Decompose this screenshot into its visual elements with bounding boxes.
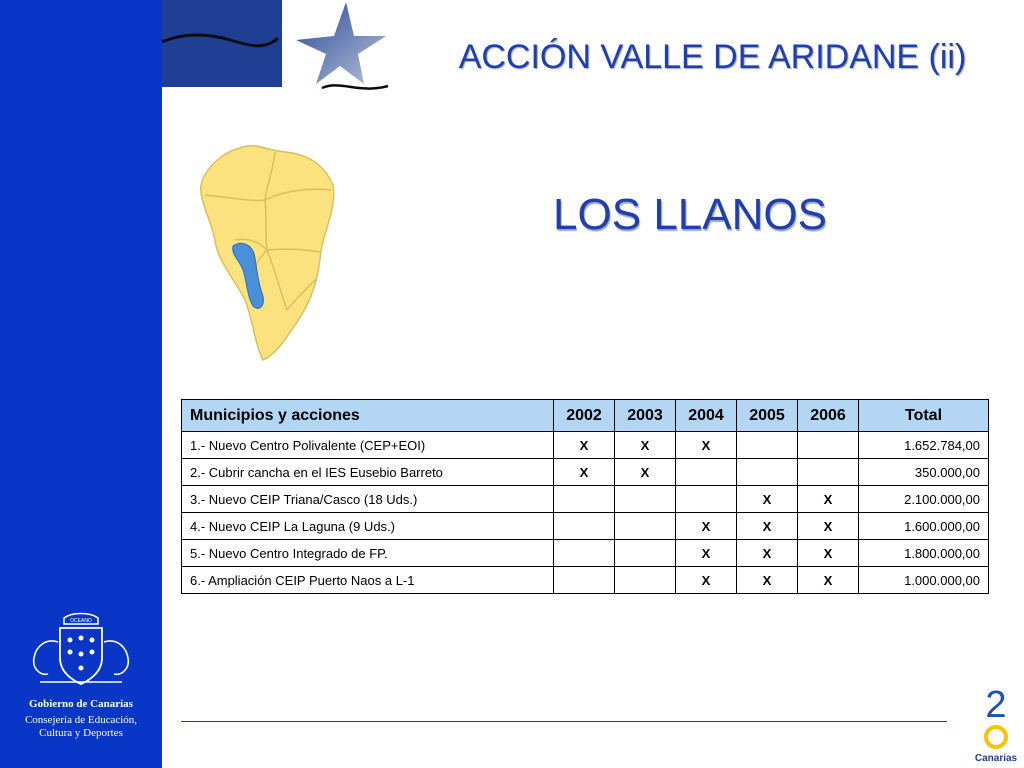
island-map <box>195 140 340 365</box>
year-cell: X <box>676 513 737 540</box>
table-row <box>182 486 989 513</box>
action-name: 4.- Nuevo CEIP La Laguna (9 Uds.) <box>182 513 554 540</box>
year-cell: X <box>737 486 798 513</box>
year-cell <box>554 540 615 567</box>
year-cell: X <box>676 432 737 459</box>
year-cell <box>554 513 615 540</box>
year-cell: X <box>554 432 615 459</box>
year-cell <box>615 567 676 594</box>
year-cell: X <box>737 513 798 540</box>
emblem-motto: OCEANO <box>70 618 92 624</box>
year-cell <box>676 459 737 486</box>
table-row <box>182 567 989 594</box>
table-row <box>182 459 989 486</box>
government-label <box>0 698 162 740</box>
total-cell: 2.100.000,00 <box>859 486 989 513</box>
total-cell: 1.652.784,00 <box>859 432 989 459</box>
table-row <box>182 540 989 567</box>
total-cell: 350.000,00 <box>859 459 989 486</box>
org-name: Gobierno de Canarias <box>29 698 133 710</box>
year-cell: X <box>615 459 676 486</box>
year-cell <box>554 486 615 513</box>
year-cell: X <box>554 459 615 486</box>
action-name: 1.- Nuevo Centro Polivalente (CEP+EOI) <box>182 432 554 459</box>
header-municipios: Municipios y acciones <box>182 400 554 432</box>
year-cell <box>798 459 859 486</box>
total-cell: 1.000.000,00 <box>859 567 989 594</box>
year-cell <box>554 567 615 594</box>
sun-circle-icon <box>983 724 1009 750</box>
action-name: 6.- Ampliación CEIP Puerto Naos a L-1 <box>182 567 554 594</box>
header-2004: 2004 <box>676 400 737 432</box>
year-cell <box>737 432 798 459</box>
year-cell: X <box>737 540 798 567</box>
year-cell <box>798 432 859 459</box>
year-cell: X <box>615 432 676 459</box>
actions-table <box>181 399 989 594</box>
action-name: 3.- Nuevo CEIP Triana/Casco (18 Uds.) <box>182 486 554 513</box>
year-cell: X <box>798 486 859 513</box>
year-cell <box>676 486 737 513</box>
table-header-row <box>182 400 989 432</box>
brand-number: 2 <box>985 684 1007 726</box>
table-row <box>182 432 989 459</box>
dept-line-1: Consejería de Educación, <box>24 714 138 726</box>
brand-text: Canarias <box>974 753 1018 764</box>
year-cell: X <box>676 540 737 567</box>
dept-line-2: Cultura y Deportes <box>39 727 123 739</box>
year-cell: X <box>737 567 798 594</box>
action-name: 2.- Cubrir cancha en el IES Eusebio Barreto <box>182 459 554 486</box>
year-cell: X <box>676 567 737 594</box>
action-name: 5.- Nuevo Centro Integrado de FP. <box>182 540 554 567</box>
year-cell <box>615 513 676 540</box>
island-outline <box>201 146 334 360</box>
slide-subtitle: LOS LLANOS <box>553 190 827 239</box>
year-cell <box>615 540 676 567</box>
total-cell: 1.600.000,00 <box>859 513 989 540</box>
star-logo-icon <box>290 0 400 100</box>
coat-of-arms-icon <box>20 612 142 692</box>
table-row <box>182 513 989 540</box>
bottom-divider <box>181 721 947 722</box>
header-2002: 2002 <box>554 400 615 432</box>
slide-title: ACCIÓN VALLE DE ARIDANE (ii) <box>458 38 967 76</box>
header-2003: 2003 <box>615 400 676 432</box>
canarias-brand-logo <box>972 686 1020 764</box>
header-wave-icon <box>160 28 282 58</box>
year-cell <box>615 486 676 513</box>
total-cell: 1.800.000,00 <box>859 540 989 567</box>
header-2006: 2006 <box>798 400 859 432</box>
year-cell: X <box>798 567 859 594</box>
year-cell: X <box>798 540 859 567</box>
header-2005: 2005 <box>737 400 798 432</box>
year-cell: X <box>798 513 859 540</box>
year-cell <box>737 459 798 486</box>
header-total: Total <box>859 400 989 432</box>
